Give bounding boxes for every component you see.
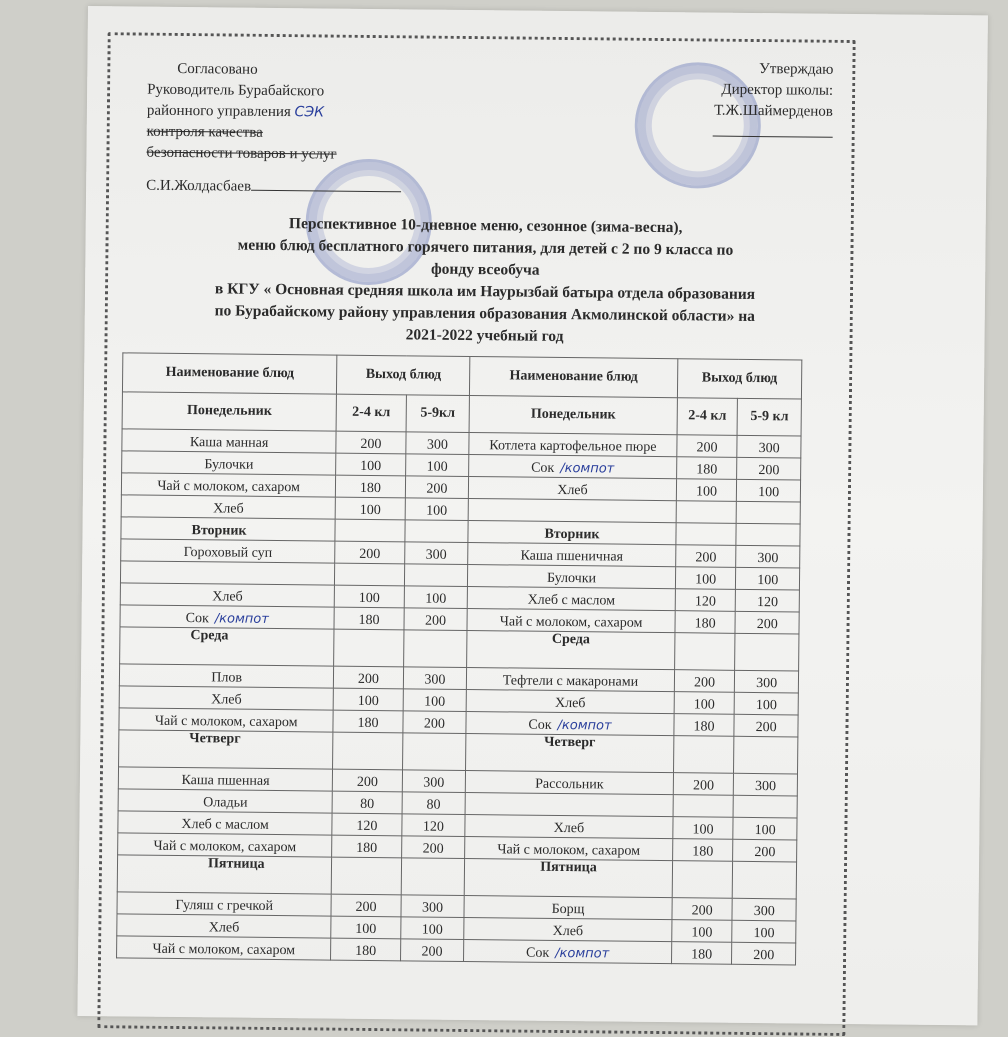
- portion-cell: 200: [405, 476, 469, 499]
- portion-cell: 300: [404, 542, 468, 565]
- dish-cell: Рассольник: [466, 770, 674, 794]
- portion-cell: 300: [401, 895, 465, 918]
- title-line: 2021-2022 учебный год: [405, 326, 564, 345]
- dish-cell: Хлеб: [465, 814, 673, 838]
- approval-left-line: безопасности товаров и услуг: [146, 144, 337, 163]
- portion-cell: [737, 501, 801, 524]
- dish-cell: Чай с молоком, сахаром: [118, 833, 333, 857]
- portion-cell: 200: [401, 836, 465, 859]
- handwritten-note: /компот: [555, 945, 610, 962]
- portion-cell: 80: [402, 792, 466, 815]
- grade-cell: 2-4 кл: [677, 398, 738, 436]
- portion-cell: 100: [673, 817, 734, 840]
- title-line: меню блюд бесплатного горячего питания, для детей с 2 по 9 класса по: [237, 236, 734, 259]
- dish-cell: Хлеб с маслом: [118, 811, 333, 835]
- portion-cell: 120: [675, 589, 736, 612]
- dish-cell: Хлеб: [466, 690, 674, 714]
- portion-cell: [673, 795, 734, 818]
- portion-cell: 300: [736, 545, 800, 568]
- portion-cell: 180: [674, 714, 735, 737]
- portion-cell: 200: [336, 431, 406, 454]
- portion-cell: 180: [671, 942, 732, 965]
- day-cell: Вторник: [468, 521, 676, 545]
- portion-cell: [335, 563, 405, 586]
- dish-cell: Сок /компот: [464, 939, 672, 963]
- portion-cell: 200: [675, 545, 736, 568]
- portion-cell: 100: [675, 567, 736, 590]
- dish-cell: Сок /компот: [120, 605, 335, 629]
- portion-cell: 80: [332, 791, 402, 814]
- dish-cell: Плов: [119, 664, 334, 688]
- portion-cell: 180: [333, 710, 403, 733]
- grade-cell: 2-4 кл: [336, 394, 406, 432]
- title-line: в КГУ « Основная средняя школа им Наурызбай батыра отдела образования: [214, 280, 756, 304]
- portion-cell: 300: [403, 667, 467, 690]
- dish-cell: Гороховый суп: [121, 539, 336, 563]
- dish-cell: Хлеб: [469, 477, 677, 501]
- portion-cell: 100: [672, 920, 733, 943]
- dish-cell: Тефтели с макаронами: [467, 668, 675, 692]
- portion-cell: 200: [673, 773, 734, 796]
- title-line: фонду всеобуча: [430, 260, 540, 279]
- portion-cell: 300: [737, 435, 801, 458]
- portion-cell: 200: [331, 894, 401, 917]
- portion-cell: 200: [335, 541, 405, 564]
- dish-cell: Каша пшеничная: [468, 543, 676, 567]
- portion-cell: 100: [737, 479, 801, 502]
- portion-cell: 200: [733, 839, 797, 862]
- document-sheet: [77, 6, 988, 1025]
- portion-cell: 180: [336, 475, 406, 498]
- dish-cell: Хлеб: [119, 686, 334, 710]
- handwritten-note: /компот: [557, 717, 612, 734]
- approval-left-line: районного управления СЭК: [146, 102, 325, 121]
- dish-cell: [468, 499, 676, 523]
- portion-cell: 200: [735, 611, 799, 634]
- header-cell: Выход блюд: [337, 355, 470, 395]
- day-cell: Вторник: [121, 517, 336, 541]
- portion-cell: 200: [672, 898, 733, 921]
- portion-cell: [733, 795, 797, 818]
- portion-cell: 200: [734, 714, 798, 737]
- dish-cell: Чай с молоком, сахаром: [117, 936, 332, 960]
- portion-cell: 100: [405, 498, 469, 521]
- dish-cell: Сок /компот: [469, 455, 677, 479]
- dish-cell: Чай с молоком, сахаром: [121, 473, 336, 497]
- dish-cell: Чай с молоком, сахаром: [119, 708, 334, 732]
- portion-cell: 180: [675, 611, 736, 634]
- portion-cell: 200: [400, 939, 464, 962]
- dish-cell: Каша манная: [122, 429, 337, 453]
- portion-cell: 120: [736, 589, 800, 612]
- dish-cell: Котлета картофельное пюре: [469, 433, 677, 457]
- portion-cell: 200: [403, 711, 467, 734]
- signature-line: [251, 190, 401, 193]
- portion-cell: 100: [333, 688, 403, 711]
- dish-cell: [465, 792, 673, 816]
- portion-cell: 120: [401, 814, 465, 837]
- portion-cell: 300: [402, 770, 466, 793]
- portion-cell: 180: [672, 839, 733, 862]
- header-cell: Наименование блюд: [470, 357, 678, 398]
- portion-cell: 300: [732, 898, 796, 921]
- dish-cell: Каша пшенная: [118, 767, 333, 791]
- day-cell: Четверг: [119, 730, 334, 769]
- approval-left-line: Руководитель Бурабайского: [147, 81, 325, 100]
- portion-cell: 200: [333, 769, 403, 792]
- portion-cell: [404, 564, 468, 587]
- day-cell: Четверг: [466, 733, 674, 772]
- portion-cell: 100: [404, 586, 468, 609]
- portion-cell: 200: [674, 670, 735, 693]
- approval-left-line: контроля качества: [146, 123, 263, 141]
- header-cell: Наименование блюд: [122, 353, 337, 394]
- signature-line: [713, 122, 833, 138]
- portion-cell: 120: [332, 813, 402, 836]
- dish-cell: Булочки: [468, 565, 676, 589]
- document-title: [134, 212, 835, 351]
- portion-cell: 300: [735, 670, 799, 693]
- dish-cell: Оладьи: [118, 789, 333, 813]
- day-cell: Пятница: [117, 855, 332, 894]
- portion-cell: 300: [405, 432, 469, 455]
- header-cell: Выход блюд: [677, 359, 802, 399]
- handwritten-note: /компот: [214, 611, 269, 627]
- dish-cell: Хлеб: [121, 495, 336, 519]
- dish-cell: Хлеб с маслом: [467, 587, 675, 611]
- portion-cell: [676, 501, 737, 524]
- portion-cell: 300: [734, 773, 798, 796]
- portion-cell: 100: [405, 454, 469, 477]
- approval-right-title: Утверждаю: [759, 61, 834, 78]
- portion-cell: 200: [737, 457, 801, 480]
- portion-cell: 100: [733, 817, 797, 840]
- portion-cell: 200: [677, 435, 738, 458]
- portion-cell: 200: [334, 666, 404, 689]
- portion-cell: 100: [676, 479, 737, 502]
- portion-cell: 180: [331, 938, 401, 961]
- dish-cell: Хлеб: [117, 914, 332, 938]
- menu-table: [116, 352, 802, 965]
- dish-cell: Хлеб: [120, 583, 335, 607]
- day-cell: Среда: [467, 631, 675, 670]
- approval-block-right: [663, 58, 834, 138]
- approval-right-line: Директор школы:: [721, 81, 834, 99]
- approval-right-signer: Т.Ж.Шаймерденов: [714, 102, 834, 120]
- approval-block-left: [146, 59, 402, 200]
- portion-cell: 100: [336, 453, 406, 476]
- approval-left-title: Согласовано: [177, 60, 258, 78]
- portion-cell: 100: [732, 920, 796, 943]
- handwritten-note: /компот: [560, 460, 615, 477]
- title-line: по Бурабайскому району управления образования Акмолинской области» на: [214, 302, 756, 326]
- day-cell: Понедельник: [469, 396, 677, 435]
- portion-cell: 180: [334, 607, 404, 630]
- portion-cell: 200: [732, 942, 796, 965]
- approval-left-signer: С.И.Жолдасбаев: [146, 176, 401, 200]
- portion-cell: 100: [400, 917, 464, 940]
- dish-cell: Булочки: [122, 451, 337, 475]
- portion-cell: 100: [735, 692, 799, 715]
- portion-cell: 180: [332, 835, 402, 858]
- dish-cell: Сок /компот: [466, 712, 674, 736]
- portion-cell: 100: [335, 497, 405, 520]
- portion-cell: 100: [674, 692, 735, 715]
- handwritten-note: СЭК: [294, 104, 325, 121]
- portion-cell: 100: [736, 567, 800, 590]
- day-cell: Среда: [120, 627, 335, 666]
- day-cell: Понедельник: [122, 392, 337, 431]
- dish-cell: Чай с молоком, сахаром: [467, 609, 675, 633]
- portion-cell: 100: [335, 585, 405, 608]
- dish-cell: Гуляш с гречкой: [117, 892, 332, 916]
- portion-cell: 180: [676, 457, 737, 480]
- grade-cell: 5-9 кл: [737, 398, 801, 436]
- day-cell: Пятница: [464, 858, 672, 897]
- dish-cell: Хлеб: [464, 917, 672, 941]
- title-line: Перспективное 10-дневное меню, сезонное (зима-весна),: [288, 215, 683, 237]
- dish-cell: [120, 561, 335, 585]
- dish-cell: Чай с молоком, сахаром: [465, 836, 673, 860]
- portion-cell: 100: [331, 916, 401, 939]
- dish-cell: Борщ: [464, 895, 672, 919]
- grade-cell: 5-9кл: [406, 395, 470, 433]
- portion-cell: 200: [404, 608, 468, 631]
- portion-cell: 100: [403, 689, 467, 712]
